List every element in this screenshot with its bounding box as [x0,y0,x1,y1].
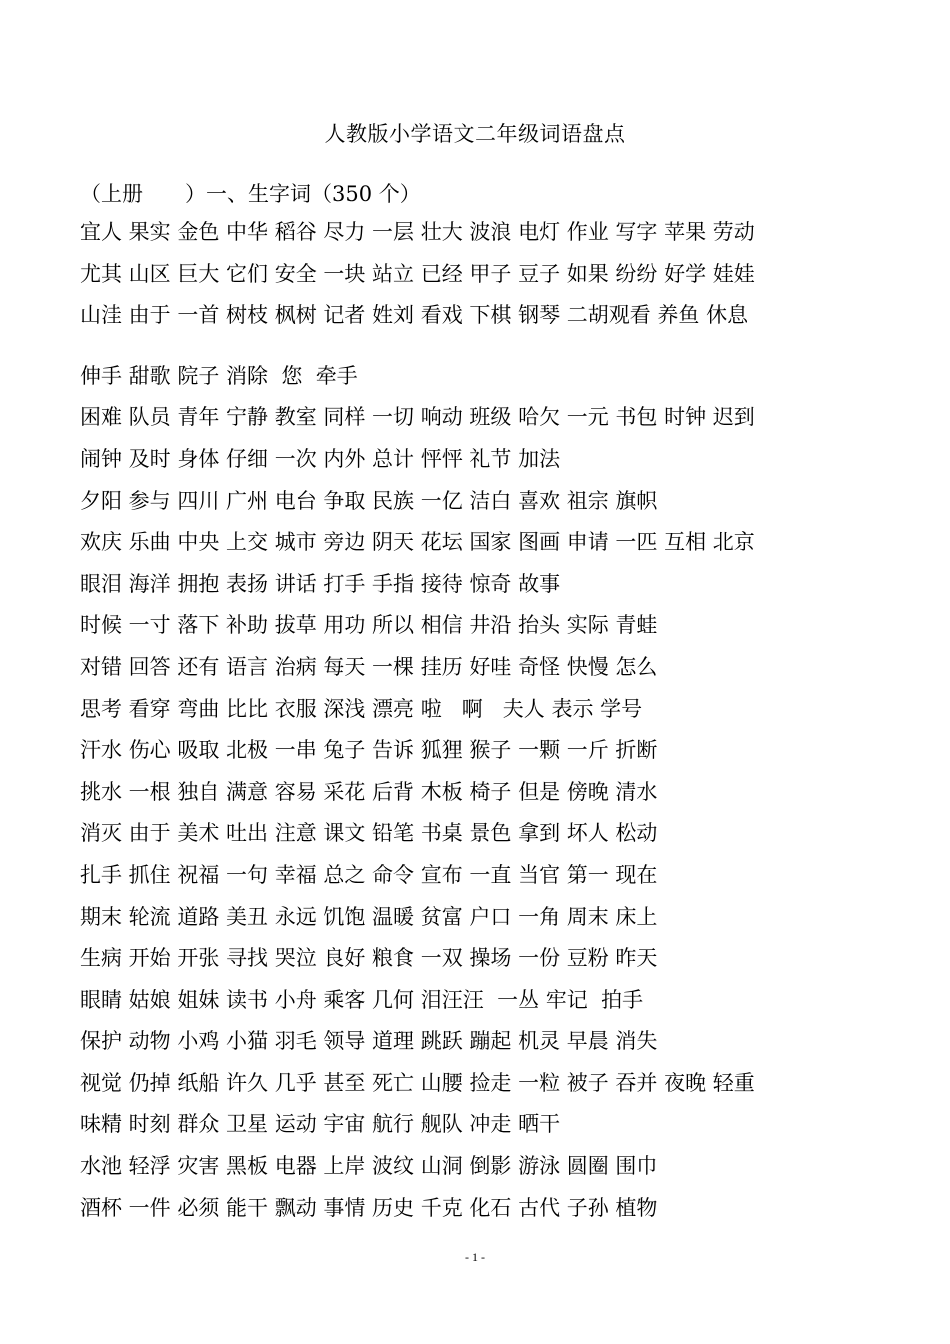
word-line: 伸手 甜歌 院子 消除 您 牵手 [80,363,358,388]
word-line: 视觉 仍掉 纸船 许久 几乎 甚至 死亡 山腰 捡走 一粒 被子 吞并 夜晚 轻重 [80,1070,755,1095]
word-line: 夕阳 参与 四川 广州 电台 争取 民族 一亿 洁白 喜欢 祖宗 旗帜 [80,488,658,513]
word-line: 山洼 由于 一首 树枝 枫树 记者 姓刘 看戏 下棋 钢琴 二胡观看 养鱼 休息 [80,303,749,328]
page-title: 人教版小学语文二年级词语盘点 [324,122,626,146]
word-line: 思考 看穿 弯曲 比比 衣服 深浅 漂亮 啦 啊 夫人 表示 学号 [80,696,643,721]
word-line: 困难 队员 青年 宁静 教室 同样 一切 响动 班级 哈欠 一元 书包 时钟 迟到 [80,405,755,430]
word-line: 期末 轮流 道路 美丑 永远 饥饱 温暖 贫富 户口 一角 周末 床上 [80,904,658,929]
word-line: 闹钟 及时 身体 仔细 一次 内外 总计 怦怦 礼节 加法 [80,446,561,471]
page-number: - 1 - [465,1250,485,1264]
word-line: 扎手 抓住 祝福 一句 幸福 总之 命令 宣布 一直 当官 第一 现在 [80,862,658,887]
word-line: 味精 时刻 群众 卫星 运动 宇宙 航行 舰队 冲走 晒干 [80,1112,561,1137]
word-line: 眼睛 姑娘 姐妹 读书 小舟 乘客 几何 泪汪汪 一丛 牢记 拍手 [80,987,644,1012]
word-line: 酒杯 一件 必须 能干 飘动 事情 历史 千克 化石 古代 子孙 植物 [80,1195,658,1220]
section-heading: （上册 ）一、生字词（350 个） [80,182,421,206]
word-line: 时候 一寸 落下 补助 拔草 用功 所以 相信 井沿 抬头 实际 青蛙 [80,613,658,638]
word-line: 汗水 伤心 吸取 北极 一串 兔子 告诉 狐狸 猴子 一颗 一斤 折断 [80,738,658,763]
word-line: 挑水 一根 独自 满意 容易 采花 后背 木板 椅子 但是 傍晚 清水 [80,779,658,804]
word-line: 欢庆 乐曲 中央 上交 城市 旁边 阴天 花坛 国家 图画 申请 一匹 互相 北京 [80,530,755,555]
word-line: 生病 开始 开张 寻找 哭泣 良好 粮食 一双 操场 一份 豆粉 昨天 [80,946,658,971]
word-line: 眼泪 海洋 拥抱 表扬 讲话 打手 手指 接待 惊奇 故事 [80,571,561,596]
word-line: 水池 轻浮 灾害 黑板 电器 上岸 波纹 山洞 倒影 游泳 圆圈 围巾 [80,1154,658,1179]
word-list [80,212,880,1229]
word-line: 对错 回答 还有 语言 治病 每天 一棵 挂历 好哇 奇怪 快慢 怎么 [80,654,658,679]
word-line: 尤其 山区 巨大 它们 安全 一块 站立 已经 甲子 豆子 如果 纷纷 好学 娃娃 [80,261,755,286]
word-line: 宜人 果实 金色 中华 稻谷 尽力 一层 壮大 波浪 电灯 作业 写字 苹果 劳动 [80,220,755,244]
word-line: 保护 动物 小鸡 小猫 羽毛 领导 道理 跳跃 蹦起 机灵 早晨 消失 [80,1029,658,1054]
word-line: 消灭 由于 美术 吐出 注意 课文 铅笔 书桌 景色 拿到 坏人 松动 [80,821,658,846]
